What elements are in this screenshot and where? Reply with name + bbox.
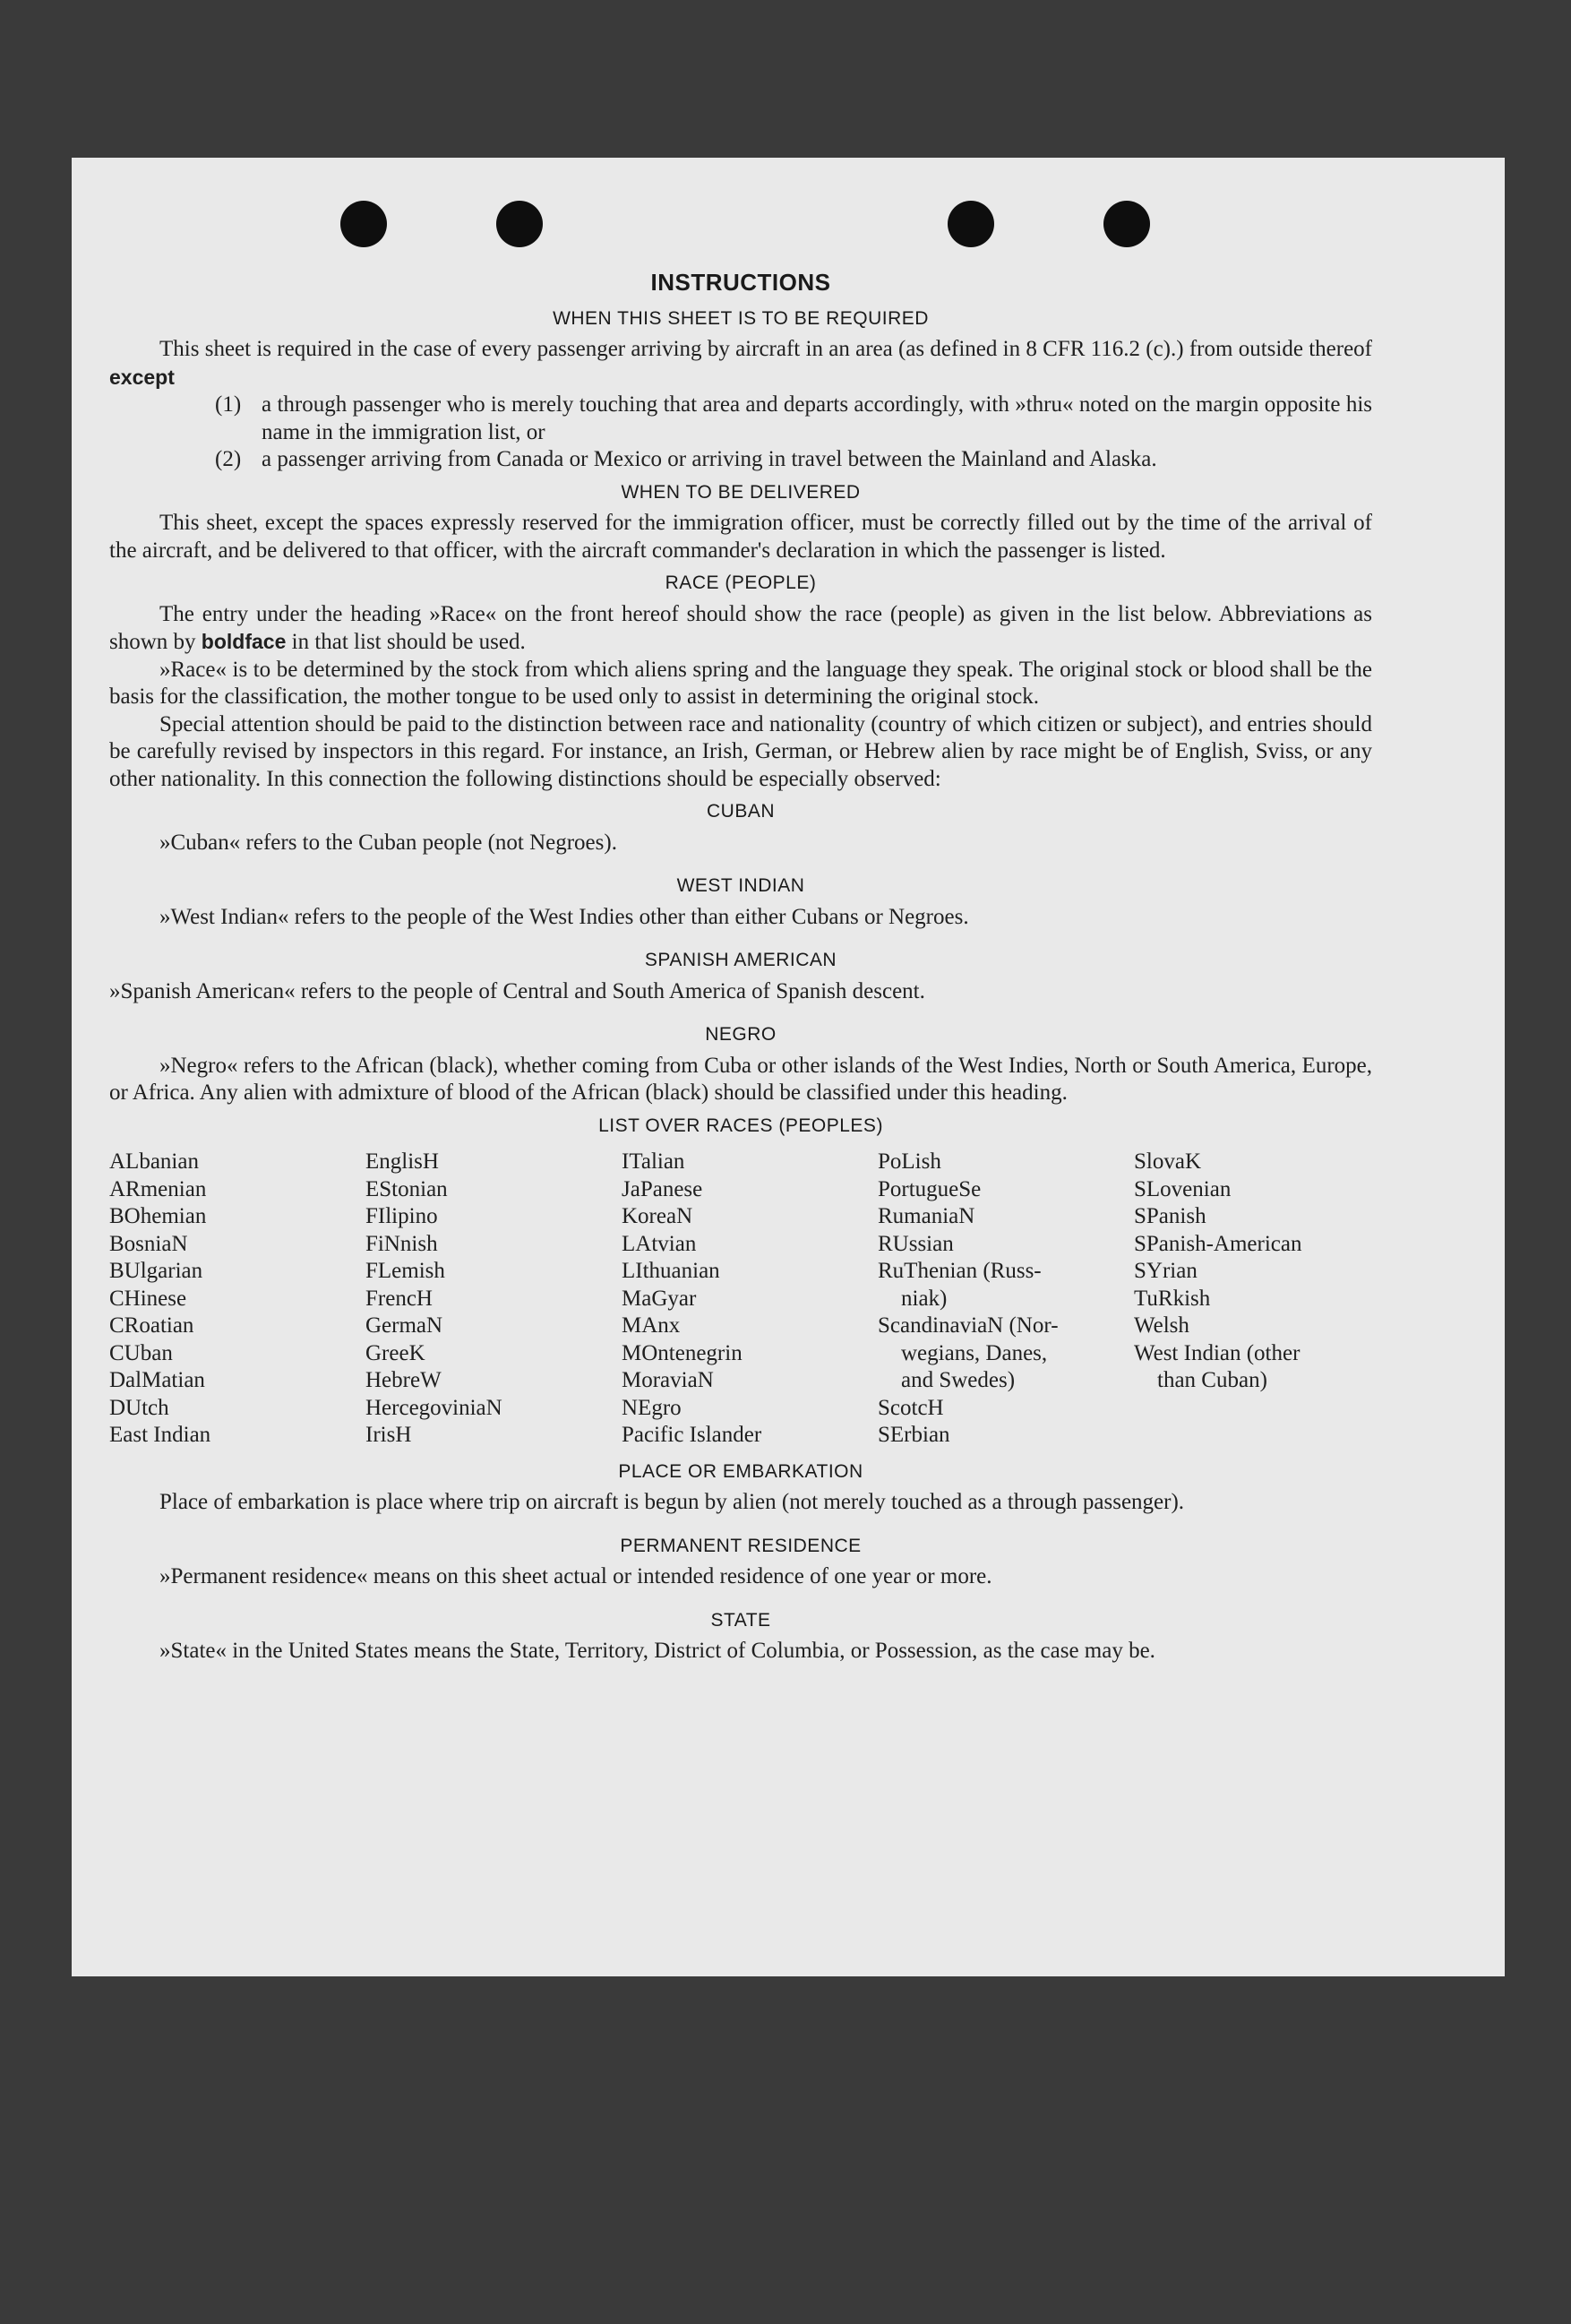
race-column-5 xyxy=(1134,1149,1390,1450)
punch-hole xyxy=(496,201,543,247)
race-entry: SYrian xyxy=(1134,1259,1198,1283)
residence-text: »Permanent residence« means on this sheet actual or intended residence of one year or more. xyxy=(159,1564,992,1588)
race-entry: MOntenegrin xyxy=(622,1340,743,1365)
race-p1-before: The entry under the heading »Race« on the front hereof should show the race (people) as given in the list below. Abbreviations as shown by xyxy=(109,601,1372,654)
race-entry: ITalian xyxy=(622,1149,685,1174)
race-entry: HercegoviniaN xyxy=(365,1395,502,1420)
list-item-text: a passenger arriving from Canada or Mexico or arriving in travel between the Mainland and Alaska. xyxy=(262,447,1157,471)
race-entry: CRoatian xyxy=(109,1313,194,1338)
race-entry-continuation: niak) xyxy=(901,1286,948,1311)
list-item xyxy=(215,446,1372,474)
race-entry: PoLish xyxy=(878,1149,941,1174)
list-item-text: a through passenger who is merely touching that area and departs accordingly, with »thru« noted on the margin opposite his name in the immigration list, or xyxy=(262,392,1372,444)
section-heading-when-delivered: WHEN TO BE DELIVERED xyxy=(621,481,861,503)
race-entry: KoreaN xyxy=(622,1204,693,1228)
race-entry: PortugueSe xyxy=(878,1176,982,1201)
punch-hole xyxy=(1103,201,1150,247)
race-entry: DUtch xyxy=(109,1395,169,1420)
section-heading-west-indian: WEST INDIAN xyxy=(676,875,805,896)
section-heading-cuban: CUBAN xyxy=(706,801,775,822)
race-entry: JaPanese xyxy=(622,1176,703,1201)
race-entry: EStonian xyxy=(365,1176,448,1201)
race-entry: SlovaK xyxy=(1134,1149,1201,1174)
punch-hole xyxy=(948,201,994,247)
list-item-number: (1) xyxy=(215,392,242,417)
cuban-text: »Cuban« refers to the Cuban people (not Negroes). xyxy=(159,830,617,855)
race-entry: FrencH xyxy=(365,1286,433,1311)
intro-bold: except xyxy=(109,365,175,389)
race-entry: MoraviaN xyxy=(622,1368,714,1392)
race-list xyxy=(109,1149,1372,1450)
race-entry: CHinese xyxy=(109,1286,187,1311)
race-entry: Welsh xyxy=(1134,1313,1189,1338)
race-entry: LAtvian xyxy=(622,1231,697,1256)
section-heading-spanish-american: SPANISH AMERICAN xyxy=(644,950,837,970)
race-entry: ScandinaviaN (Nor- xyxy=(878,1313,1059,1338)
sheet-content xyxy=(109,263,1372,1666)
section-heading-race: RACE (PEOPLE) xyxy=(665,572,817,593)
page-title: INSTRUCTIONS xyxy=(650,269,831,296)
race-entry-continuation: than Cuban) xyxy=(1157,1368,1267,1392)
state-text: »State« in the United States means the State, Territory, District of Columbia, or Possession, as the case may be. xyxy=(159,1639,1155,1663)
race-entry-continuation: and Swedes) xyxy=(901,1368,1016,1392)
race-entry: MaGyar xyxy=(622,1286,697,1311)
when-delivered-text: This sheet, except the spaces expressly reserved for the immigration officer, must be correctly filled out by the time of the arrival of the aircraft, and be delivered to that officer, with the aircraft commander's declaration in which the passenger is listed. xyxy=(109,511,1372,563)
section-heading-negro: NEGRO xyxy=(705,1024,777,1045)
race-entry: MAnx xyxy=(622,1313,681,1338)
race-entry: Pacific Islander xyxy=(622,1423,762,1447)
race-entry: RuThenian (Russ- xyxy=(878,1259,1042,1283)
list-item-number: (2) xyxy=(215,447,242,471)
race-entry: FiNnish xyxy=(365,1231,438,1256)
race-entry: FLemish xyxy=(365,1259,445,1283)
race-paragraph-1 xyxy=(109,601,1372,657)
race-entry: FIlipino xyxy=(365,1204,438,1228)
race-entry: DalMatian xyxy=(109,1368,205,1392)
race-entry: East Indian xyxy=(109,1423,211,1447)
section-heading-embarkation: PLACE OR EMBARKATION xyxy=(618,1460,863,1482)
race-entry: TuRkish xyxy=(1134,1286,1211,1311)
race-entry: LIthuanian xyxy=(622,1259,720,1283)
instruction-sheet xyxy=(72,158,1505,1976)
race-entry: NEgro xyxy=(622,1395,682,1420)
race-column-4 xyxy=(878,1149,1134,1450)
race-entry: GreeK xyxy=(365,1340,425,1365)
race-entry: SPanish-American xyxy=(1134,1231,1302,1256)
section-heading-race-list: LIST OVER RACES (PEOPLES) xyxy=(598,1115,883,1136)
race-paragraph-2: »Race« is to be determined by the stock from which aliens spring and the language they speak. The original stock or blood shall be the basis for the classification, the mother tongue to be used only to assist in determining the original stock. xyxy=(109,657,1372,709)
west-indian-text: »West Indian« refers to the people of the West Indies other than either Cubans or Negroes. xyxy=(159,904,969,929)
race-entry: BosniaN xyxy=(109,1231,188,1256)
race-entry: BUlgarian xyxy=(109,1259,203,1283)
race-entry: RUssian xyxy=(878,1231,954,1256)
race-entry: SLovenian xyxy=(1134,1176,1232,1201)
race-entry: BOhemian xyxy=(109,1204,207,1228)
race-entry: EnglisH xyxy=(365,1149,439,1174)
when-required-intro xyxy=(109,336,1372,392)
race-entry: IrisH xyxy=(365,1423,412,1447)
race-entry: SErbian xyxy=(878,1423,950,1447)
race-p1-bold: boldface xyxy=(201,630,287,653)
section-heading-state: STATE xyxy=(710,1609,771,1631)
race-p1-after: in that list should be used. xyxy=(291,630,526,654)
race-entry: GermaN xyxy=(365,1313,443,1338)
race-paragraph-3: Special attention should be paid to the distinction between race and nationality (country of which citizen or subject), and entries should be carefully revised by inspectors in this regard. For instance, an Irish, German, or Hebrew alien by race might be of English, Sviss, or any other nationality. In this connection the following distinctions should be especially observed: xyxy=(109,711,1372,791)
race-column-3 xyxy=(622,1149,878,1450)
race-entry: ALbanian xyxy=(109,1149,199,1174)
list-item xyxy=(215,392,1372,446)
race-entry: SPanish xyxy=(1134,1204,1206,1228)
race-column-2 xyxy=(365,1149,622,1450)
race-entry: RumaniaN xyxy=(878,1204,975,1228)
race-entry: ScotcH xyxy=(878,1395,944,1420)
race-entry: HebreW xyxy=(365,1368,442,1392)
punch-hole xyxy=(340,201,387,247)
race-entry-continuation: wegians, Danes, xyxy=(901,1340,1048,1365)
intro-text: This sheet is required in the case of every passenger arriving by aircraft in an area (as defined in 8 CFR 116.2 (c).) from outside thereof xyxy=(159,337,1372,361)
embarkation-text: Place of embarkation is place where trip on aircraft is begun by alien (not merely touched as a through passenger). xyxy=(159,1490,1185,1514)
section-heading-when-required: WHEN THIS SHEET IS TO BE REQUIRED xyxy=(553,307,929,329)
race-entry: CUban xyxy=(109,1340,173,1365)
race-entry: ARmenian xyxy=(109,1176,207,1201)
negro-text: »Negro« refers to the African (black), whether coming from Cuba or other islands of the West Indies, North or South America, Europe, or Africa. Any alien with admixture of blood of the African (black) should be classified under this heading. xyxy=(109,1053,1372,1105)
race-column-1 xyxy=(109,1149,365,1450)
race-entry: West Indian (other xyxy=(1134,1340,1301,1365)
spanish-american-text: »Spanish American« refers to the people of Central and South America of Spanish descent. xyxy=(109,978,925,1003)
section-heading-residence: PERMANENT RESIDENCE xyxy=(620,1535,862,1556)
